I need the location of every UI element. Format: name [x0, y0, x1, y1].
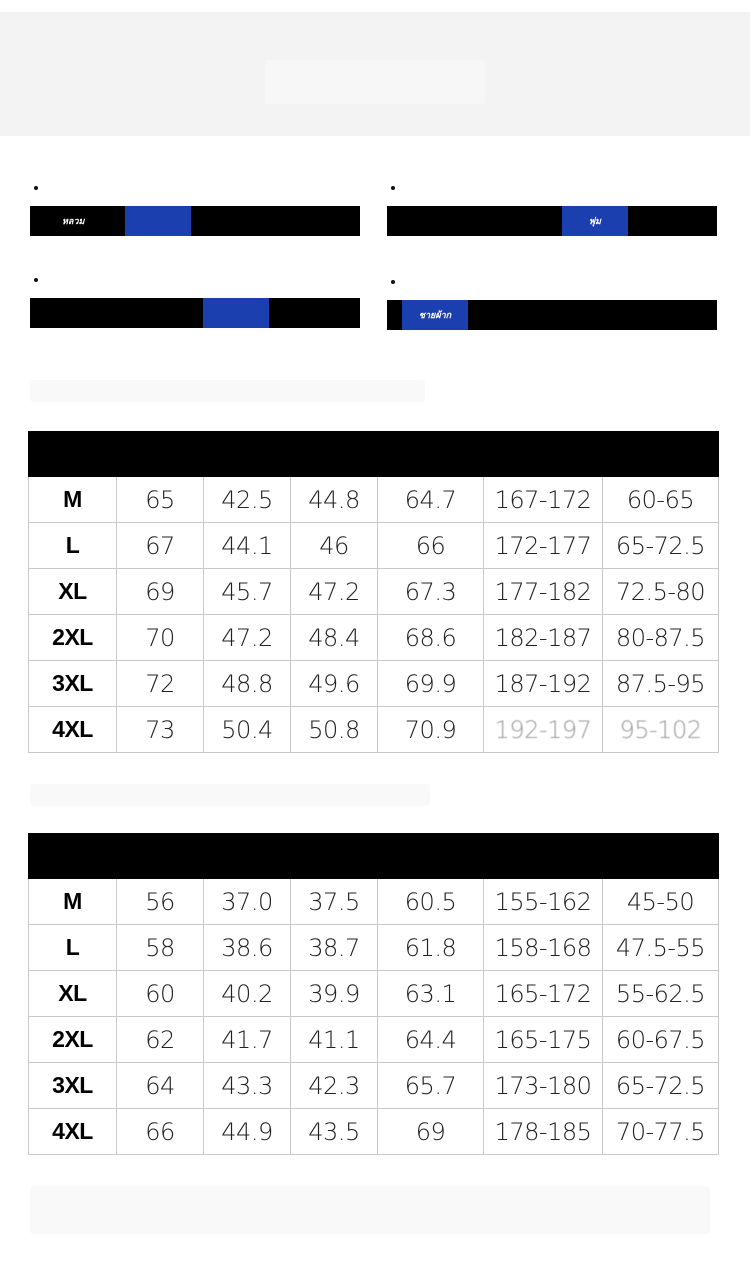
table-cell: 192-197: [484, 707, 603, 753]
table-row: [29, 615, 719, 661]
fit-bar: [387, 300, 717, 330]
table-cell: 167-172: [484, 477, 603, 523]
table-cell: 38.6: [204, 925, 291, 971]
table-cell: 50.4: [204, 707, 291, 753]
table-cell: 65: [117, 477, 204, 523]
table-cell: 50.8: [291, 707, 378, 753]
bullet-dot: [391, 280, 395, 284]
table-cell: 45-50: [603, 879, 719, 925]
size-label: 2XL: [29, 1017, 117, 1063]
table-cell: 67.3: [378, 569, 484, 615]
table-cell: 72: [117, 661, 204, 707]
table-cell: 67: [117, 523, 204, 569]
table-row: [29, 707, 719, 753]
table-cell: 55-62.5: [603, 971, 719, 1017]
size-label: L: [29, 523, 117, 569]
table-cell: 61.8: [378, 925, 484, 971]
table-cell: 39.9: [291, 971, 378, 1017]
table-cell: 44.9: [204, 1109, 291, 1155]
table-cell: 42.3: [291, 1063, 378, 1109]
table-cell: 58: [117, 925, 204, 971]
table-cell: 47.2: [291, 569, 378, 615]
table-cell: 40.2: [204, 971, 291, 1017]
table-cell: 87.5-95: [603, 661, 719, 707]
size-label: XL: [29, 971, 117, 1017]
table-header: [29, 432, 719, 477]
table-cell: 173-180: [484, 1063, 603, 1109]
table-cell: 44.8: [291, 477, 378, 523]
size-label: 4XL: [29, 707, 117, 753]
size-label: M: [29, 477, 117, 523]
size-label: L: [29, 925, 117, 971]
table-cell: 37.0: [204, 879, 291, 925]
bullet-dot: [391, 186, 395, 190]
table-cell: 60: [117, 971, 204, 1017]
fit-marker: [203, 298, 269, 328]
table-cell: 65-72.5: [603, 523, 719, 569]
table-cell: 48.8: [204, 661, 291, 707]
table-row: [29, 477, 719, 523]
size-label: 3XL: [29, 661, 117, 707]
table-cell: 66: [378, 523, 484, 569]
table-row: [29, 569, 719, 615]
table-cell: 69: [378, 1109, 484, 1155]
table-cell: 43.5: [291, 1109, 378, 1155]
table-cell: 48.4: [291, 615, 378, 661]
table-cell: 38.7: [291, 925, 378, 971]
table-row: [29, 971, 719, 1017]
size-label: 3XL: [29, 1063, 117, 1109]
table-cell: 41.7: [204, 1017, 291, 1063]
table-cell: 64.7: [378, 477, 484, 523]
bullet-dot: [34, 278, 38, 282]
table-cell: 56: [117, 879, 204, 925]
table-cell: 68.6: [378, 615, 484, 661]
table-cell: 42.5: [204, 477, 291, 523]
size-label: XL: [29, 569, 117, 615]
table-cell: 62: [117, 1017, 204, 1063]
size-label: 2XL: [29, 615, 117, 661]
table-row: [29, 523, 719, 569]
top-banner: [0, 12, 750, 136]
table-cell: 177-182: [484, 569, 603, 615]
table-cell: 64.4: [378, 1017, 484, 1063]
table-cell: 70-77.5: [603, 1109, 719, 1155]
size-table-1: [28, 431, 719, 753]
table-cell: 165-175: [484, 1017, 603, 1063]
table-cell: 49.6: [291, 661, 378, 707]
fit-bar: [30, 298, 360, 328]
table-cell: 45.7: [204, 569, 291, 615]
section-heading-faded: [30, 380, 425, 402]
fit-marker: [125, 206, 191, 236]
table-row: [29, 879, 719, 925]
table-row: [29, 661, 719, 707]
table-cell: 65.7: [378, 1063, 484, 1109]
table-cell: 80-87.5: [603, 615, 719, 661]
table-cell: 66: [117, 1109, 204, 1155]
section-heading-faded: [30, 784, 430, 806]
table-cell: 178-185: [484, 1109, 603, 1155]
table-cell: 70: [117, 615, 204, 661]
banner-title-faded: [265, 60, 485, 104]
table-cell: 70.9: [378, 707, 484, 753]
table-cell: 65-72.5: [603, 1063, 719, 1109]
table-cell: 69.9: [378, 661, 484, 707]
table-cell: 72.5-80: [603, 569, 719, 615]
table-cell: 155-162: [484, 879, 603, 925]
table-cell: 158-168: [484, 925, 603, 971]
table-cell: 47.5-55: [603, 925, 719, 971]
bullet-dot: [34, 186, 38, 190]
table-row: [29, 1017, 719, 1063]
table-cell: 95-102: [603, 707, 719, 753]
table-cell: 41.1: [291, 1017, 378, 1063]
size-label: M: [29, 879, 117, 925]
table-row: [29, 1109, 719, 1155]
table-cell: 37.5: [291, 879, 378, 925]
footer-note-faded: [30, 1186, 710, 1234]
table-cell: 60.5: [378, 879, 484, 925]
table-row: [29, 925, 719, 971]
size-label: 4XL: [29, 1109, 117, 1155]
table-header: [29, 834, 719, 879]
table-row: [29, 1063, 719, 1109]
table-cell: 165-172: [484, 971, 603, 1017]
table-cell: 60-67.5: [603, 1017, 719, 1063]
table-cell: 44.1: [204, 523, 291, 569]
table-cell: 182-187: [484, 615, 603, 661]
fit-bar: [387, 206, 717, 236]
table-cell: 46: [291, 523, 378, 569]
table-cell: 73: [117, 707, 204, 753]
table-cell: 47.2: [204, 615, 291, 661]
size-table-2: [28, 833, 719, 1155]
table-cell: 69: [117, 569, 204, 615]
fit-bar: [30, 206, 360, 236]
table-cell: 172-177: [484, 523, 603, 569]
fit-marker: ชายผ้าก: [402, 300, 468, 330]
table-cell: 63.1: [378, 971, 484, 1017]
table-cell: 64: [117, 1063, 204, 1109]
table-cell: 187-192: [484, 661, 603, 707]
table-cell: 43.3: [204, 1063, 291, 1109]
fit-marker: พุ่ม: [562, 206, 628, 236]
table-cell: 60-65: [603, 477, 719, 523]
fit-bar-label: หลวม: [62, 216, 85, 226]
